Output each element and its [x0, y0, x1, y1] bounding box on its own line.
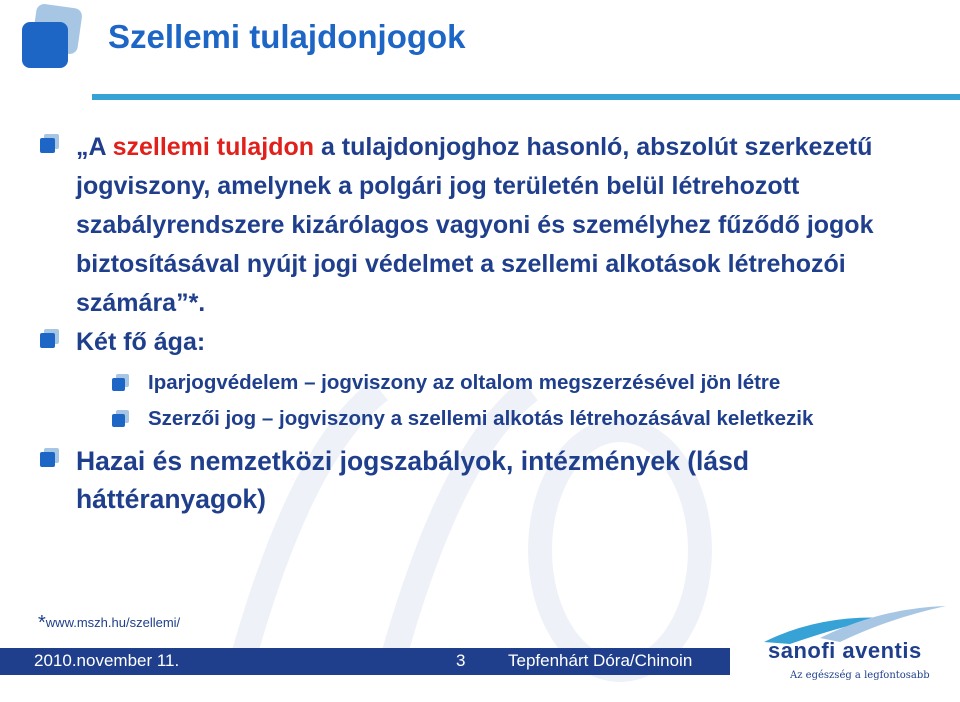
bullet-references	[40, 442, 940, 518]
title-divider	[92, 94, 960, 100]
brand-name: sanofi aventis	[768, 638, 922, 663]
bullet-square-icon	[40, 134, 60, 154]
footer-author: Tepfenhárt Dóra/Chinoin	[508, 651, 693, 670]
brand-tagline: Az egészség a legfontosabb	[790, 670, 930, 681]
bullet-square-icon	[40, 329, 60, 349]
definition-open: „A	[76, 133, 113, 161]
bullet-definition	[40, 128, 936, 323]
footer-page-number: 3	[456, 651, 466, 670]
sub-bullet-square-icon	[112, 410, 132, 430]
sub-bullet-square-icon	[112, 374, 132, 394]
sub-bullet-industrial-property	[112, 368, 940, 398]
definition-text: a tulajdonjoghoz hasonló, abszolút szerkezetű jogviszony, amelynek a polgári jog területén belül létrehozott szabályrendszere kizárólagos vagyoni és személyhez fűződő jogok biztosításával nyújt jogi védelmet a szellemi alkotások létrehozói számára”*.	[76, 133, 874, 317]
logo-square-dark	[22, 22, 68, 68]
bullet-square-icon	[40, 448, 60, 468]
references-text: Hazai és nemzetközi jogszabályok, intézmények (lásd háttéranyagok)	[76, 446, 750, 514]
brand-logo	[760, 604, 950, 694]
footnote-star: *	[38, 612, 46, 634]
footer-date: 2010.november 11.	[34, 651, 180, 670]
slide-logo-mark	[22, 6, 86, 70]
branches-heading: Két fő ága:	[76, 328, 206, 356]
slide-content	[40, 128, 940, 518]
footer-bar	[0, 648, 730, 675]
branch-item-text: Iparjogvédelem – jogviszony az oltalom megszerzésével jön létre	[148, 371, 781, 394]
bullet-branches-heading	[40, 323, 940, 362]
definition-highlight: szellemi tulajdon	[112, 133, 315, 161]
sub-bullet-copyright	[112, 404, 940, 434]
footnote	[38, 612, 180, 635]
branch-item-text: Szerzői jog – jogviszony a szellemi alkotás létrehozásával keletkezik	[148, 407, 814, 430]
footnote-source: www.mszh.hu/szellemi/	[45, 615, 181, 630]
slide-title: Szellemi tulajdonjogok	[108, 18, 466, 55]
